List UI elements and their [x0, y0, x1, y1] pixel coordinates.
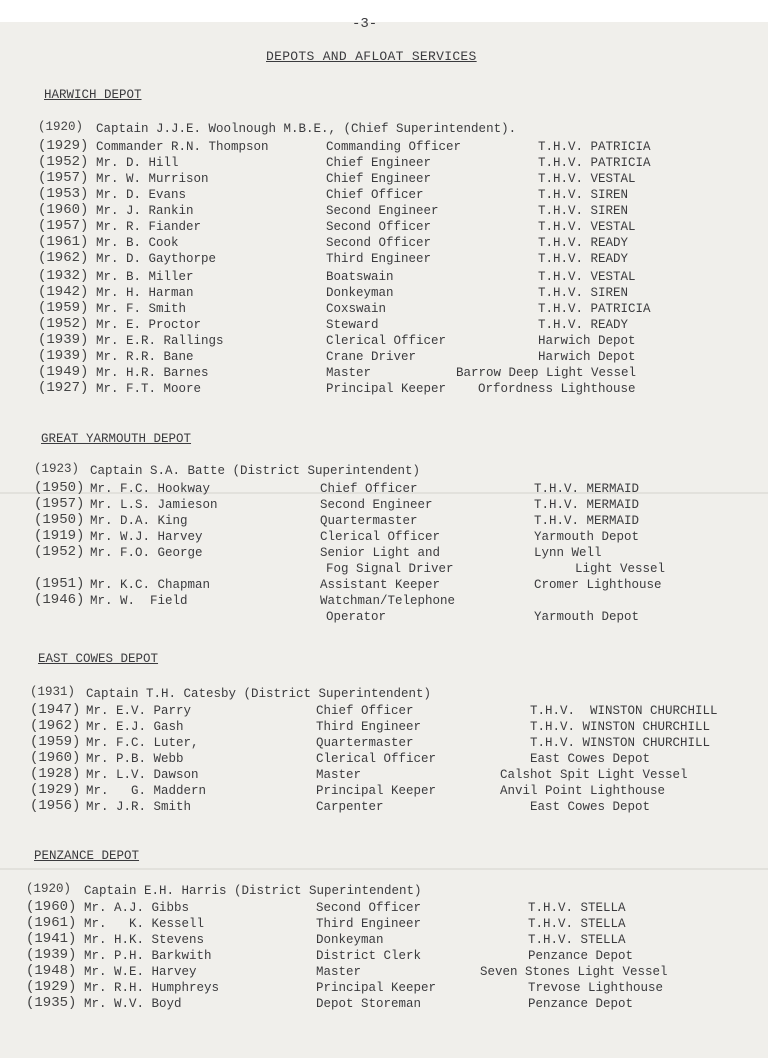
section-title: HARWICH DEPOT — [44, 88, 142, 102]
staff-year: (1948) — [26, 963, 77, 979]
staff-role: Operator — [326, 610, 387, 624]
section-title: EAST COWES DEPOT — [38, 652, 159, 666]
staff-row — [0, 901, 768, 918]
paper-fold-line-lower — [0, 868, 768, 870]
staff-role: Chief Officer — [320, 482, 418, 496]
staff-role: Second Officer — [326, 220, 432, 234]
staff-location: T.H.V. MERMAID — [534, 514, 640, 528]
staff-role: Carpenter — [316, 800, 384, 814]
staff-location: T.H.V. SIREN — [538, 286, 629, 300]
staff-role: Depot Storeman — [316, 997, 422, 1011]
staff-role: Second Officer — [316, 901, 422, 915]
staff-name: Commander R.N. Thompson — [96, 140, 269, 154]
staff-row — [0, 610, 768, 627]
staff-location: Calshot Spit Light Vessel — [500, 768, 688, 782]
staff-row — [0, 594, 768, 611]
staff-name: Mr. K.C. Chapman — [90, 578, 211, 592]
staff-row — [0, 530, 768, 547]
staff-name: Mr. J. Rankin — [96, 204, 194, 218]
staff-year: (1960) — [30, 750, 81, 766]
superintendent-entry: Captain T.H. Catesby (District Superintendent) — [86, 687, 432, 701]
staff-role: Quartermaster — [316, 736, 414, 750]
staff-role: Principal Keeper — [316, 981, 437, 995]
staff-location: T.H.V. WINSTON CHURCHILL — [530, 704, 718, 718]
staff-role: Quartermaster — [320, 514, 418, 528]
staff-role: Third Engineer — [316, 720, 422, 734]
staff-name: Mr. P.H. Barkwith — [84, 949, 212, 963]
staff-location: East Cowes Depot — [530, 752, 651, 766]
page-number: -3- — [352, 16, 378, 32]
staff-year: (1952) — [34, 544, 85, 560]
staff-row — [0, 562, 768, 579]
staff-name: Mr. L.V. Dawson — [86, 768, 199, 782]
staff-location: T.H.V. READY — [538, 318, 629, 332]
staff-location: Harwich Depot — [538, 334, 636, 348]
staff-role: Coxswain — [326, 302, 387, 316]
staff-role: Third Engineer — [326, 252, 432, 266]
staff-year: (1960) — [38, 202, 89, 218]
staff-role: Chief Engineer — [326, 172, 432, 186]
staff-year: (1939) — [38, 348, 89, 364]
staff-row — [0, 720, 768, 737]
staff-row — [0, 546, 768, 563]
staff-name: Mr. B. Miller — [96, 270, 194, 284]
staff-name: Mr. H. Harman — [96, 286, 194, 300]
staff-year: (1961) — [38, 234, 89, 250]
staff-role: Chief Engineer — [326, 156, 432, 170]
staff-row — [0, 800, 768, 817]
staff-year: (1951) — [34, 576, 85, 592]
staff-year: (1962) — [38, 250, 89, 266]
staff-role: Commanding Officer — [326, 140, 462, 154]
staff-location: Yarmouth Depot — [534, 610, 640, 624]
staff-year: (1928) — [30, 766, 81, 782]
staff-role: Donkeyman — [316, 933, 384, 947]
staff-row — [0, 204, 768, 221]
staff-year: (1939) — [38, 332, 89, 348]
staff-location: Anvil Point Lighthouse — [500, 784, 666, 798]
section-title: GREAT YARMOUTH DEPOT — [41, 432, 192, 446]
staff-name: Mr. F. Smith — [96, 302, 187, 316]
staff-name: Mr. B. Cook — [96, 236, 179, 250]
staff-year: (1961) — [26, 915, 77, 931]
staff-location: Yarmouth Depot — [534, 530, 640, 544]
staff-row — [0, 220, 768, 237]
staff-row — [0, 482, 768, 499]
staff-role: Second Engineer — [320, 498, 433, 512]
staff-name: Mr. D. Gaythorpe — [96, 252, 217, 266]
staff-row — [0, 172, 768, 189]
staff-year: (1947) — [30, 702, 81, 718]
staff-location: T.H.V. STELLA — [528, 901, 626, 915]
staff-name: Mr. F.C. Luter, — [86, 736, 199, 750]
section-title: PENZANCE DEPOT — [34, 849, 140, 863]
staff-name: Mr. R.H. Humphreys — [84, 981, 220, 995]
staff-name: Mr. W. Field — [90, 594, 188, 608]
staff-role: Steward — [326, 318, 379, 332]
staff-location: T.H.V. READY — [538, 252, 629, 266]
staff-year: (1939) — [26, 947, 77, 963]
staff-row — [0, 578, 768, 595]
staff-name: Mr. D.A. King — [90, 514, 188, 528]
staff-year: (1953) — [38, 186, 89, 202]
staff-year: (1942) — [38, 284, 89, 300]
superintendent-entry: Captain E.H. Harris (District Superintendent) — [84, 884, 422, 898]
staff-role: Boatswain — [326, 270, 394, 284]
staff-year: (1941) — [26, 931, 77, 947]
staff-year: (1950) — [34, 480, 85, 496]
staff-location: T.H.V. STELLA — [528, 933, 626, 947]
staff-role: Master — [326, 366, 372, 380]
staff-location: Lynn Well — [534, 546, 602, 560]
staff-role: Chief Officer — [326, 188, 424, 202]
staff-name: Mr. W.E. Harvey — [84, 965, 197, 979]
staff-year: (1935) — [26, 995, 77, 1011]
staff-location: T.H.V. PATRICIA — [538, 302, 651, 316]
staff-location: Orfordness Lighthouse — [478, 382, 636, 396]
superintendent-year: (1920) — [38, 120, 84, 134]
staff-year: (1932) — [38, 268, 89, 284]
staff-year: (1957) — [34, 496, 85, 512]
staff-name: Mr. R.R. Bane — [96, 350, 194, 364]
staff-role: Donkeyman — [326, 286, 394, 300]
staff-year: (1946) — [34, 592, 85, 608]
staff-role: Master — [316, 768, 362, 782]
staff-row — [0, 784, 768, 801]
staff-row — [0, 236, 768, 253]
staff-location: T.H.V. WINSTON CHURCHILL — [530, 720, 711, 734]
staff-name: Mr. E.J. Gash — [86, 720, 184, 734]
staff-location: T.H.V. PATRICIA — [538, 140, 651, 154]
staff-location: Trevose Lighthouse — [528, 981, 664, 995]
staff-row — [0, 949, 768, 966]
staff-role: Principal Keeper — [326, 382, 447, 396]
staff-role: Chief Officer — [316, 704, 414, 718]
staff-location: T.H.V. VESTAL — [538, 172, 636, 186]
staff-year: (1952) — [38, 154, 89, 170]
staff-row — [0, 514, 768, 531]
staff-name: Mr. A.J. Gibbs — [84, 901, 190, 915]
staff-name: Mr. G. Maddern — [86, 784, 207, 798]
staff-location: T.H.V. SIREN — [538, 204, 629, 218]
staff-row — [0, 286, 768, 303]
staff-role: Principal Keeper — [316, 784, 437, 798]
staff-role: Third Engineer — [316, 917, 422, 931]
staff-row — [0, 318, 768, 335]
staff-year: (1957) — [38, 218, 89, 234]
staff-name: Mr. F.T. Moore — [96, 382, 202, 396]
superintendent-year: (1920) — [26, 882, 72, 896]
staff-name: Mr. R. Fiander — [96, 220, 202, 234]
staff-role: District Clerk — [316, 949, 422, 963]
staff-name: Mr. P.B. Webb — [86, 752, 184, 766]
staff-location: T.H.V. PATRICIA — [538, 156, 651, 170]
staff-row — [0, 933, 768, 950]
staff-location: T.H.V. VESTAL — [538, 220, 636, 234]
staff-name: Mr. K. Kessell — [84, 917, 205, 931]
staff-name: Mr. E. Proctor — [96, 318, 202, 332]
staff-role: Crane Driver — [326, 350, 417, 364]
staff-row — [0, 768, 768, 785]
staff-location: T.H.V. SIREN — [538, 188, 629, 202]
staff-name: Mr. H.R. Barnes — [96, 366, 209, 380]
staff-name: Mr. W. Murrison — [96, 172, 209, 186]
staff-name: Mr. F.C. Hookway — [90, 482, 211, 496]
staff-role: Second Engineer — [326, 204, 439, 218]
staff-year: (1957) — [38, 170, 89, 186]
staff-location: Seven Stones Light Vessel — [480, 965, 668, 979]
staff-role: Clerical Officer — [326, 334, 447, 348]
staff-location: East Cowes Depot — [530, 800, 651, 814]
staff-role: Second Officer — [326, 236, 432, 250]
staff-row — [0, 382, 768, 399]
staff-year: (1929) — [30, 782, 81, 798]
superintendent-entry: Captain J.J.E. Woolnough M.B.E., (Chief Superintendent). — [96, 122, 517, 136]
staff-name: Mr. F.O. George — [90, 546, 203, 560]
staff-role: Fog Signal Driver — [326, 562, 454, 576]
staff-name: Mr. J.R. Smith — [86, 800, 192, 814]
staff-row — [0, 736, 768, 753]
staff-year: (1952) — [38, 316, 89, 332]
staff-location: T.H.V. WINSTON CHURCHILL — [530, 736, 711, 750]
document-title: DEPOTS AND AFLOAT SERVICES — [266, 49, 477, 64]
staff-year: (1929) — [26, 979, 77, 995]
staff-row — [0, 156, 768, 173]
superintendent-year: (1923) — [34, 462, 80, 476]
staff-row — [0, 498, 768, 515]
staff-year: (1950) — [34, 512, 85, 528]
staff-name: Mr. W.J. Harvey — [90, 530, 203, 544]
staff-row — [0, 997, 768, 1014]
staff-name: Mr. D. Hill — [96, 156, 179, 170]
staff-location: T.H.V. READY — [538, 236, 629, 250]
staff-year: (1927) — [38, 380, 89, 396]
staff-row — [0, 188, 768, 205]
staff-location: Barrow Deep Light Vessel — [456, 366, 637, 380]
staff-role: Clerical Officer — [320, 530, 441, 544]
staff-year: (1959) — [38, 300, 89, 316]
staff-name: Mr. H.K. Stevens — [84, 933, 205, 947]
staff-year: (1956) — [30, 798, 81, 814]
staff-name: Mr. E.V. Parry — [86, 704, 192, 718]
staff-location: T.H.V. STELLA — [528, 917, 626, 931]
staff-year: (1929) — [38, 138, 89, 154]
staff-year: (1949) — [38, 364, 89, 380]
staff-name: Mr. L.S. Jamieson — [90, 498, 218, 512]
staff-name: Mr. D. Evans — [96, 188, 187, 202]
staff-row — [0, 752, 768, 769]
staff-location: Cromer Lighthouse — [534, 578, 662, 592]
staff-row — [0, 965, 768, 982]
staff-row — [0, 981, 768, 998]
staff-row — [0, 366, 768, 383]
staff-row — [0, 334, 768, 351]
staff-name: Mr. W.V. Boyd — [84, 997, 182, 1011]
staff-name: Mr. E.R. Rallings — [96, 334, 224, 348]
staff-row — [0, 350, 768, 367]
staff-row — [0, 252, 768, 269]
staff-location: Penzance Depot — [528, 997, 634, 1011]
staff-role: Assistant Keeper — [320, 578, 441, 592]
staff-location: T.H.V. MERMAID — [534, 498, 640, 512]
staff-row — [0, 270, 768, 287]
superintendent-entry: Captain S.A. Batte (District Superintendent) — [90, 464, 421, 478]
staff-role: Watchman/Telephone — [320, 594, 456, 608]
staff-year: (1919) — [34, 528, 85, 544]
staff-row — [0, 704, 768, 721]
staff-row — [0, 302, 768, 319]
staff-location: Harwich Depot — [538, 350, 636, 364]
staff-location: T.H.V. MERMAID — [534, 482, 640, 496]
staff-year: (1960) — [26, 899, 77, 915]
staff-role: Master — [316, 965, 362, 979]
staff-location: Light Vessel — [575, 562, 666, 576]
staff-row — [0, 140, 768, 157]
superintendent-year: (1931) — [30, 685, 76, 699]
staff-role: Senior Light and — [320, 546, 441, 560]
staff-role: Clerical Officer — [316, 752, 437, 766]
staff-row — [0, 917, 768, 934]
staff-location: T.H.V. VESTAL — [538, 270, 636, 284]
staff-year: (1962) — [30, 718, 81, 734]
staff-location: Penzance Depot — [528, 949, 634, 963]
staff-year: (1959) — [30, 734, 81, 750]
